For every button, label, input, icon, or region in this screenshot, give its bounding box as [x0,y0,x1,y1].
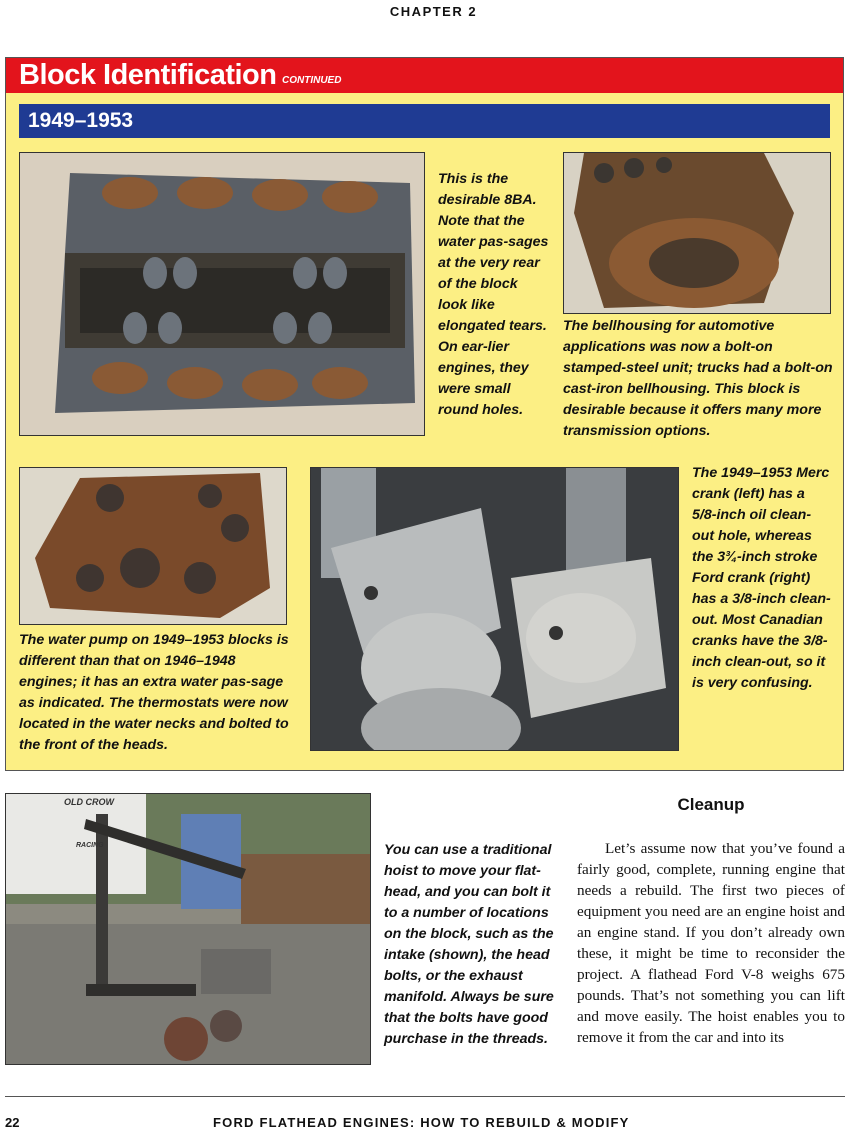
book-title: FORD FLATHEAD ENGINES: HOW TO REBUILD & MODIFY [213,1115,630,1130]
banner-continued: CONTINUED [282,75,342,86]
caption-water-pump: The water pump on 1949–1953 blocks is different than that on 1946–1948 engines; it has an extra water pas-sage as indicated. The thermostats were now located in the water necks and bolted to the front of the heads. [19,632,289,753]
photo-crankshafts [310,467,679,751]
photo-water-pump [19,467,287,625]
caption-crank: The 1949–1953 Merc crank (left) has a 5/8-inch oil clean-out hole, whereas the 3¾-inch stroke Ford crank (right) has a 3/8-inch clean-out. Most Canadian cranks have the 3/8-inch clean-out, so it is very confusing. [692,465,831,691]
photo-engine-hoist [5,793,371,1065]
year-range-label: 1949–1953 [28,109,134,132]
banner-title: Block Identification [19,59,277,91]
caption-hoist: You can use a traditional hoist to move your flat-head, and you can bolt it to a number of locations on the block, such as the intake (shown), the head bolts, or the exhaust manifold. Always be sure that the bolts have good purchase in the threads. [384,842,554,1047]
caption-bellhousing: The bellhousing for automotive applications was now a bolt-on stamped-steel unit; trucks had a bolt-on cast-iron bellhousing. This block is desirable because it offers many more transmission options. [563,318,833,439]
footer-divider [5,1096,845,1097]
trailer-logo-subtext: RACING [76,842,104,849]
section-banner [6,58,843,93]
trailer-logo-text: OLD CROW [64,797,114,807]
photo-block-top [19,152,425,436]
page-number: 22 [5,1115,20,1130]
cleanup-body: Let’s assume now that you’ve found a fairly good, complete, running engine that needs a rebuild. The first two pieces of equipment you need are an engine hoist and an engine stand. If you don’t already own these, it might be time to reconsider the project. A flathead Ford V-8 weighs 675 pounds. That’s not something you can lift and move easily. The hoist enables you to remove it from the car and into its [577,840,845,1046]
photo-bellhousing [563,152,831,314]
year-range-bar [19,104,830,138]
cleanup-heading: Cleanup [677,795,745,814]
caption-8ba-block: This is the desirable 8BA. Note that the water pas-sages at the very rear of the block look like elongated tears. On ear-lier engines, they were small round holes. [438,171,549,418]
chapter-label: CHAPTER 2 [389,4,478,19]
